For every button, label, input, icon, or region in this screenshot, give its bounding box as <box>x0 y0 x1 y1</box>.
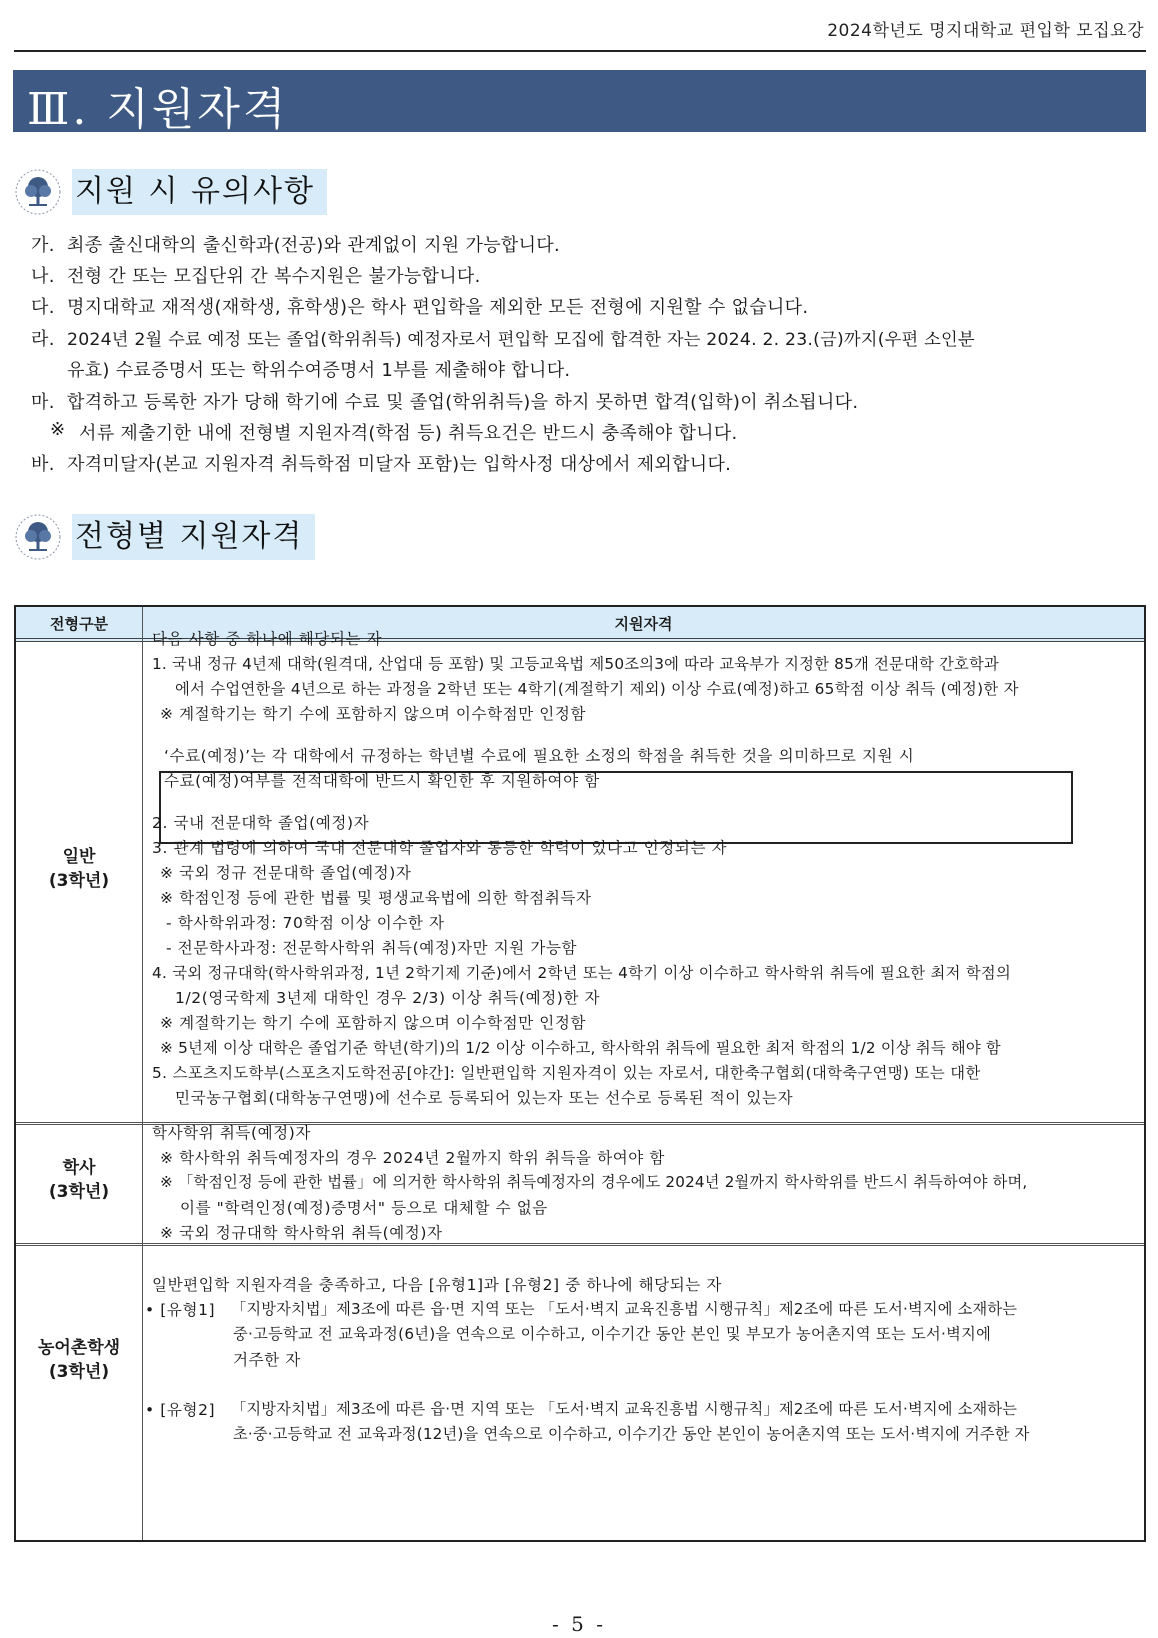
table-text-line: ※ 5년제 이상 대학은 졸업기준 학년(학기)의 1/2 이상 이수하고, 학사학위 취득에 필요한 최저 학점의 1/2 이상 취득 해야 함 <box>160 1039 1001 1057</box>
table-text-line: 4. 국외 정규대학(학사학위과정, 1년 2학기제 기준)에서 2학년 또는 4학기 이상 이수하고 학사학위 취득에 필요한 최저 학점의 <box>152 964 1012 982</box>
category-rural <box>16 1336 142 1384</box>
table-text-line: 초·중·고등학교 전 교육과정(12년)을 연속으로 이수하고, 이수기간 동안 본인이 농어촌지역 또는 도서·벽지에 거주한 자 <box>233 1425 1030 1443</box>
table-text-line: 1. 국내 정규 4년제 대학(원격대, 산업대 등 포함) 및 고등교육법 제50조의3에 따라 교육부가 지정한 85개 전문대학 간호학과 <box>152 655 999 673</box>
notice-marker: 마. <box>31 392 55 413</box>
table-text-line: 일반편입학 지원자격을 충족하고, 다음 [유형1]과 [유형2] 중 하나에 해당되는 자 <box>152 1276 722 1294</box>
table-text-line: 학사학위 취득(예정)자 <box>152 1124 311 1142</box>
table-text-line: ※ 학사학위 취득예정자의 경우 2024년 2월까지 학위 취득을 하여야 함 <box>160 1149 665 1167</box>
table-header-category: 전형구분 <box>50 615 108 633</box>
note-box-line: ‘수료(예정)’는 각 대학에서 규정하는 학년별 수료에 필요한 소정의 학점을 취득한 것을 의미하므로 지원 시 <box>164 747 915 765</box>
table-text-line: 「지방자치법」제3조에 따른 읍·면 지역 또는 「도서·벽지 교육진흥법 시행규칙」제2조에 따른 도서·벽지에 소재하는 <box>231 1400 1018 1418</box>
notice-marker: 다. <box>31 297 55 318</box>
table-text-line: ※ 국외 정규대학 학사학위 취득(예정)자 <box>160 1224 443 1242</box>
table-text-line: 중·고등학교 전 교육과정(6년)을 연속으로 이수하고, 이수기간 동안 본인 및 부모가 농어촌지역 또는 도서·벽지에 <box>233 1325 992 1343</box>
notice-marker: 바. <box>31 454 55 475</box>
table-text-line: 이를 "학력인정(예정)증명서" 등으로 대체할 수 없음 <box>180 1199 548 1217</box>
table-text-line: 거주한 자 <box>233 1351 301 1369</box>
table-header-qualification: 지원자격 <box>614 615 673 633</box>
category-grade: (3학년) <box>48 1362 110 1382</box>
notice-text: 합격하고 등록한 자가 당해 학기에 수료 및 졸업(학위취득)을 하지 못하면 합격(입학)이 취소됩니다. <box>67 392 859 413</box>
table-text-line: ※ 「학점인정 등에 관한 법률」에 의거한 학사학위 취득예정자의 경우에도 2024년 2월까지 학사학위를 반드시 취득하여야 하며, <box>160 1173 1028 1191</box>
page-number: - 5 - <box>552 1612 606 1636</box>
chapter-title-bar <box>13 70 1146 135</box>
notice-text: 최종 출신대학의 출신학과(전공)와 관계없이 지원 가능합니다. <box>67 235 560 256</box>
document-title: 2024학년도 명지대학교 편입학 모집요강 <box>827 21 1144 41</box>
table-text-line: 1/2(영국학제 3년제 대학인 경우 2/3) 이상 취득(예정)한 자 <box>175 989 601 1007</box>
table-text-line: - 전문학사과정: 전문학사학위 취득(예정)자만 지원 가능함 <box>166 939 578 957</box>
note-box-line: 수료(예정)여부를 전적대학에 반드시 확인한 후 지원하여야 함 <box>164 772 600 790</box>
notice-marker: 가. <box>31 235 55 256</box>
category-name: 농어촌학생 <box>37 1338 121 1358</box>
table-text-line: 3. 관계 법령에 의하여 국내 전문대학 졸업자와 동등한 학력이 있다고 인정되는 자 <box>152 839 728 857</box>
table-text-line: 「지방자치법」제3조에 따른 읍·면 지역 또는 「도서·벽지 교육진흥법 시행규칙」제2조에 따른 도서·벽지에 소재하는 <box>231 1300 1018 1318</box>
category-name: 학사 <box>62 1158 96 1178</box>
type-label: • [유형1] <box>145 1301 216 1319</box>
table-text-line: - 학사학위과정: 70학점 이상 이수한 자 <box>166 914 445 932</box>
table-text-line: 5. 스포츠지도학부(스포츠지도학전공[야간]: 일반편입학 지원자격이 있는 자로서, 대한축구협회(대학축구연맹) 또는 대한 <box>152 1064 981 1082</box>
category-name: 일반 <box>62 847 96 867</box>
chapter-title: Ⅲ. 지원자격 <box>27 84 289 135</box>
column-divider <box>142 607 143 1540</box>
table-text-line: 다음 사항 중 하나에 해당되는 자 <box>152 630 383 648</box>
category-grade: (3학년) <box>48 1182 110 1202</box>
table-text-line: ※ 계절학기는 학기 수에 포함하지 않으며 이수학점만 인정함 <box>160 1014 587 1032</box>
section-heading-notices: 지원 시 유의사항 <box>72 169 327 215</box>
notice-marker: 라. <box>31 329 55 350</box>
table-text-line: 민국농구협회(대학농구연맹)에 선수로 등록되어 있는자 또는 선수로 등록된 적이 있는자 <box>175 1089 794 1107</box>
type-label: • [유형2] <box>145 1401 216 1419</box>
notice-text: 명지대학교 재적생(재학생, 휴학생)은 학사 편입학을 제외한 모든 전형에 지원할 수 없습니다. <box>67 297 809 318</box>
table-text-line: 에서 수업연한을 4년으로 하는 과정을 2학년 또는 4학기(계절학기 제외) 이상 수료(예정)하고 65학점 이상 취득 (예정)한 자 <box>175 680 1019 698</box>
university-emblem-icon <box>13 512 63 562</box>
notice-text: 자격미달자(본교 지원자격 취득학점 미달자 포함)는 입학사정 대상에서 제외합니다. <box>67 454 732 475</box>
notice-text: 전형 간 또는 모집단위 간 복수지원은 불가능합니다. <box>67 266 481 287</box>
reference-mark-icon: ※ <box>50 419 66 440</box>
table-text-line: ※ 국외 정규 전문대학 졸업(예정)자 <box>160 864 412 882</box>
table-text-line: 2. 국내 전문대학 졸업(예정)자 <box>152 814 370 832</box>
category-grade: (3학년) <box>48 871 110 891</box>
notice-text: 유효) 수료증명서 또는 학위수여증명서 1부를 제출해야 합니다. <box>67 360 571 381</box>
notice-marker: 나. <box>31 266 55 287</box>
table-text-line: ※ 학점인정 등에 관한 법률 및 평생교육법에 의한 학점취득자 <box>160 889 592 907</box>
category-bachelor <box>16 1156 142 1204</box>
university-emblem-icon <box>13 167 63 217</box>
notice-text: 서류 제출기한 내에 전형별 지원자격(학점 등) 취득요건은 반드시 충족해야 합니다. <box>79 423 738 444</box>
category-general <box>16 845 142 893</box>
notice-text: 2024년 2월 수료 예정 또는 졸업(학위취득) 예정자로서 편입학 모집에 합격한 자는 2024. 2. 23.(금)까지(우편 소인분 <box>67 330 975 350</box>
row-divider <box>16 1243 1144 1246</box>
table-text-line: ※ 계절학기는 학기 수에 포함하지 않으며 이수학점만 인정함 <box>160 705 587 723</box>
section-heading-qualifications: 전형별 지원자격 <box>72 514 315 560</box>
